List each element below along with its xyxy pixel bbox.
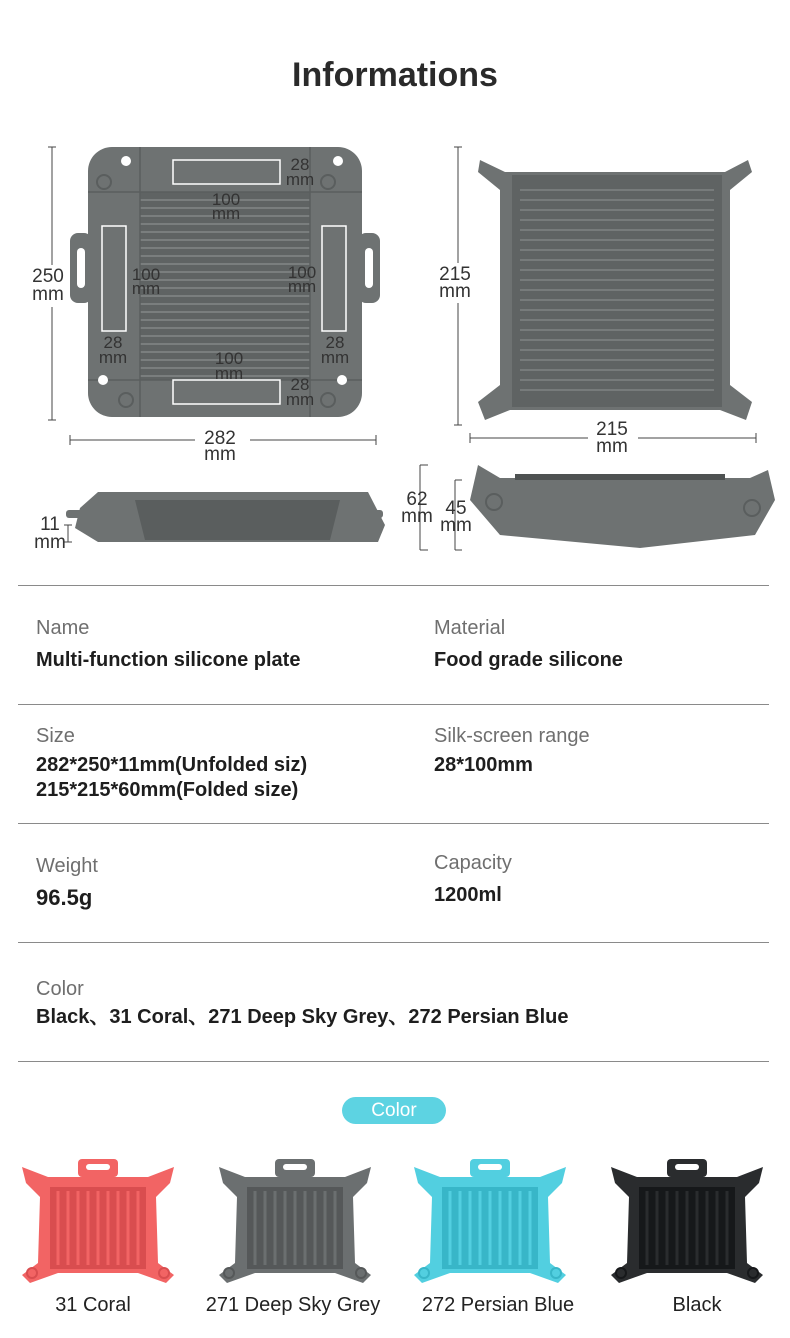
dim-45: 45 [445,498,467,519]
dim-unit: mm [285,390,315,409]
dim-unit: mm [285,170,315,189]
dim-unit: mm [214,364,244,383]
weight-label: Weight [36,855,98,877]
dim-plate-height: 250 [32,266,64,287]
dim-silk-100: 100 [131,265,161,284]
dim-silk-100: 100 [211,190,241,209]
dim-folded-width: 215 [596,419,628,440]
dim-unit: mm [401,506,433,527]
dim-unit: mm [34,532,66,553]
color-swatch-label: 271 Deep Sky Grey [205,1294,381,1316]
name-label: Name [36,617,90,639]
color-swatch-image [597,1155,767,1285]
dim-unit: mm [320,348,350,367]
dim-plate-width: 282 [204,428,236,449]
color-swatch-label: 31 Coral [55,1294,131,1316]
dim-unit: mm [131,279,161,298]
capacity-label: Capacity [434,852,512,874]
dim-thickness: 11 [40,514,60,535]
dim-unit: mm [32,284,64,305]
folded-tray-illustration [434,147,756,456]
page-title: Informations [292,56,498,94]
material-value: Food grade silicone [434,649,623,671]
silk-value: 28*100mm [434,754,533,776]
dim-unit: mm [287,277,317,296]
dimension-diagram [0,130,790,570]
size-value-unfolded: 282*250*11mm(Unfolded siz) [36,754,308,776]
dim-unit: mm [439,281,471,302]
color-label: Color [36,978,84,1000]
dim-62: 62 [406,489,428,510]
dim-silk-28: 28 [103,333,123,352]
size-label: Size [36,725,75,747]
name-value: Multi-function silicone plate [36,649,301,671]
material-label: Material [434,617,506,639]
dim-silk-28: 28 [325,333,345,352]
dimension-drawing [0,130,790,570]
color-value: Black、31 Coral、271 Deep Sky Grey、272 Persian Blue [36,1006,569,1028]
color-swatch-label: 272 Persian Blue [421,1294,575,1316]
divider [18,823,769,824]
dim-silk-100: 100 [214,349,244,368]
dim-unit: mm [596,436,628,457]
size-value-folded: 215*215*60mm(Folded size) [36,779,299,801]
divider [18,942,769,943]
flat-plate-illustration [28,147,380,460]
silk-label: Silk-screen range [434,725,590,747]
color-swatch-image [8,1155,178,1285]
folded-side-view-illustration [420,465,775,550]
weight-value: 96.5g [36,885,93,910]
dim-unit: mm [204,444,236,465]
capacity-value: 1200ml [434,884,502,906]
divider [18,1061,769,1062]
divider [18,585,769,586]
color-swatch-label: Black [672,1294,722,1316]
divider [18,704,769,705]
dim-unit: mm [211,204,241,223]
color-swatch-image [400,1155,570,1285]
color-section-pill: Color [342,1097,446,1124]
color-swatch-image [205,1155,375,1285]
dim-silk-28: 28 [290,155,310,174]
dim-unit: mm [98,348,128,367]
dim-silk-28: 28 [290,375,310,394]
flat-side-view-illustration [64,492,385,542]
dim-unit: mm [440,515,472,536]
dim-folded-height: 215 [439,264,471,285]
dim-silk-100: 100 [287,263,317,282]
